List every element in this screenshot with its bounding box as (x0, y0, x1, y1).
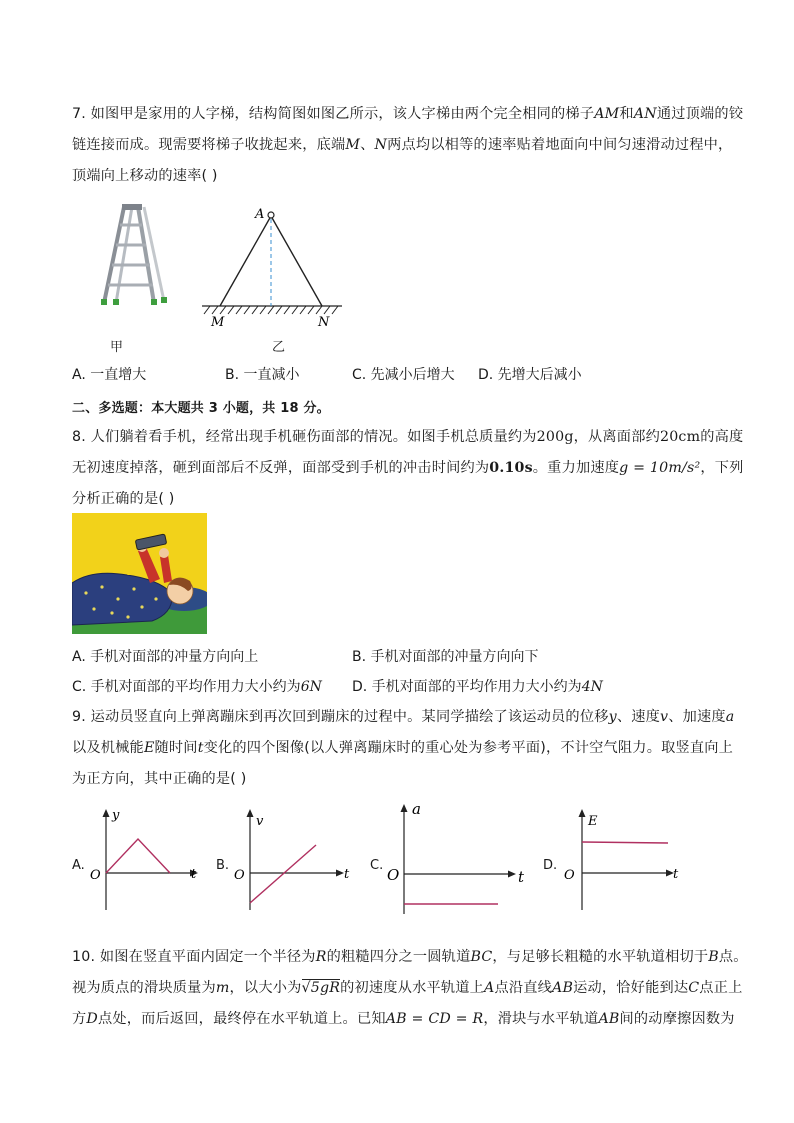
graph-b-curve (250, 845, 316, 903)
section-heading: 二、多选题：本大题共 3 小题，共 18 分。 (72, 401, 330, 416)
graph-b-option: B. (216, 858, 230, 873)
ladder-structure-diagram (196, 200, 346, 330)
q8-line-2: 无初速度掉落，砸到面部后不反弹，面部受到手机的冲击时间约为0.10s。重力加速度g = 10m/s²，下列 (72, 460, 744, 476)
fig-label-jia: 甲 (110, 340, 124, 355)
q10-line-2: 视为质点的滑块质量为m，以大小为√5gR的初速度从水平轨道上A点沿直线AB运动，恰好能到达C点正上 (72, 980, 743, 996)
q8-line-1: 8. 人们躺着看手机，经常出现手机砸伤面部的情况。如图手机总质量约为200g，从离面部约20cm的高度 (72, 429, 744, 445)
phone-illustration (72, 513, 207, 634)
graph-c-ylabel: a (412, 800, 421, 818)
graph-c-option: C. (370, 858, 384, 873)
q8-line-3: 分析正确的是( ) (72, 491, 175, 507)
ladder-image (92, 203, 168, 307)
graph-c-origin: O (387, 866, 400, 884)
graph-d-origin: O (564, 868, 575, 883)
point-a-label: A (255, 207, 265, 222)
graph-b (228, 805, 358, 915)
graph-c-xlabel: t (518, 868, 525, 886)
q10-line-1: 10. 如图在竖直平面内固定一个半径为R的粗糙四分之一圆轨道BC，与足够长粗糙的水平轨道相切于B点。 (72, 949, 748, 965)
q9-line-2: 以及机械能E随时间t变化的四个图像(以人弹离蹦床时的重心处为参考平面)，不计空气阻力。取竖直向上 (72, 740, 734, 756)
graph-a-curve (106, 839, 170, 873)
q9-line-3: 为正方向，其中正确的是( ) (72, 771, 247, 787)
q7-line-1: 7. 如图甲是家用的人字梯，结构简图如图乙所示，该人字梯由两个完全相同的梯子AM和AN通过顶端的铰 (72, 106, 744, 122)
q10-line-3: 方D点处，而后返回，最终停在水平轨道上。已知AB = CD = R，滑块与水平轨道AB间的动摩擦因数为 (72, 1011, 735, 1027)
q7-option-b: B. 一直减小 (225, 367, 300, 383)
point-m-label: M (211, 315, 225, 330)
graph-a-ylabel: y (112, 808, 120, 823)
graph-d-xlabel: t (673, 867, 679, 882)
graph-d-ylabel: E (588, 814, 598, 829)
graph-b-ylabel: v (256, 814, 264, 829)
graph-b-xlabel: t (344, 867, 350, 882)
graph-d-option: D. (543, 858, 558, 873)
graph-b-origin: O (234, 868, 245, 883)
point-n-label: N (318, 315, 330, 330)
graph-d (560, 805, 690, 915)
q7-line-2: 链连接而成。现需要将梯子收拢起来，底端M、N两点均以相等的速率贴着地面向中间匀速滑动过程中， (72, 137, 733, 153)
graph-d-curve (582, 842, 668, 843)
graph-a-option: A. (72, 858, 85, 873)
graph-a-xlabel: t (191, 867, 197, 882)
graph-c (382, 800, 532, 918)
q8-option-c: C. 手机对面部的平均作用力大小约为6N (72, 679, 322, 695)
fig-label-yi: 乙 (272, 340, 286, 355)
q8-option-b: B. 手机对面部的冲量方向向下 (352, 649, 539, 665)
q9-line-1: 9. 运动员竖直向上弹离蹦床到再次回到蹦床的过程中。某同学描绘了该运动员的位移y、速度v、加速度a (72, 709, 735, 725)
q7-option-d: D. 先增大后减小 (478, 367, 582, 383)
q8-option-a: A. 手机对面部的冲量方向向上 (72, 649, 259, 665)
q7-line-3: 顶端向上移动的速率( ) (72, 168, 218, 184)
q7-option-a: A. 一直增大 (72, 367, 147, 383)
q8-option-d: D. 手机对面部的平均作用力大小约为4N (352, 679, 603, 695)
graph-a (84, 805, 214, 915)
graph-a-origin: O (90, 868, 101, 883)
q7-option-c: C. 先减小后增大 (352, 367, 455, 383)
